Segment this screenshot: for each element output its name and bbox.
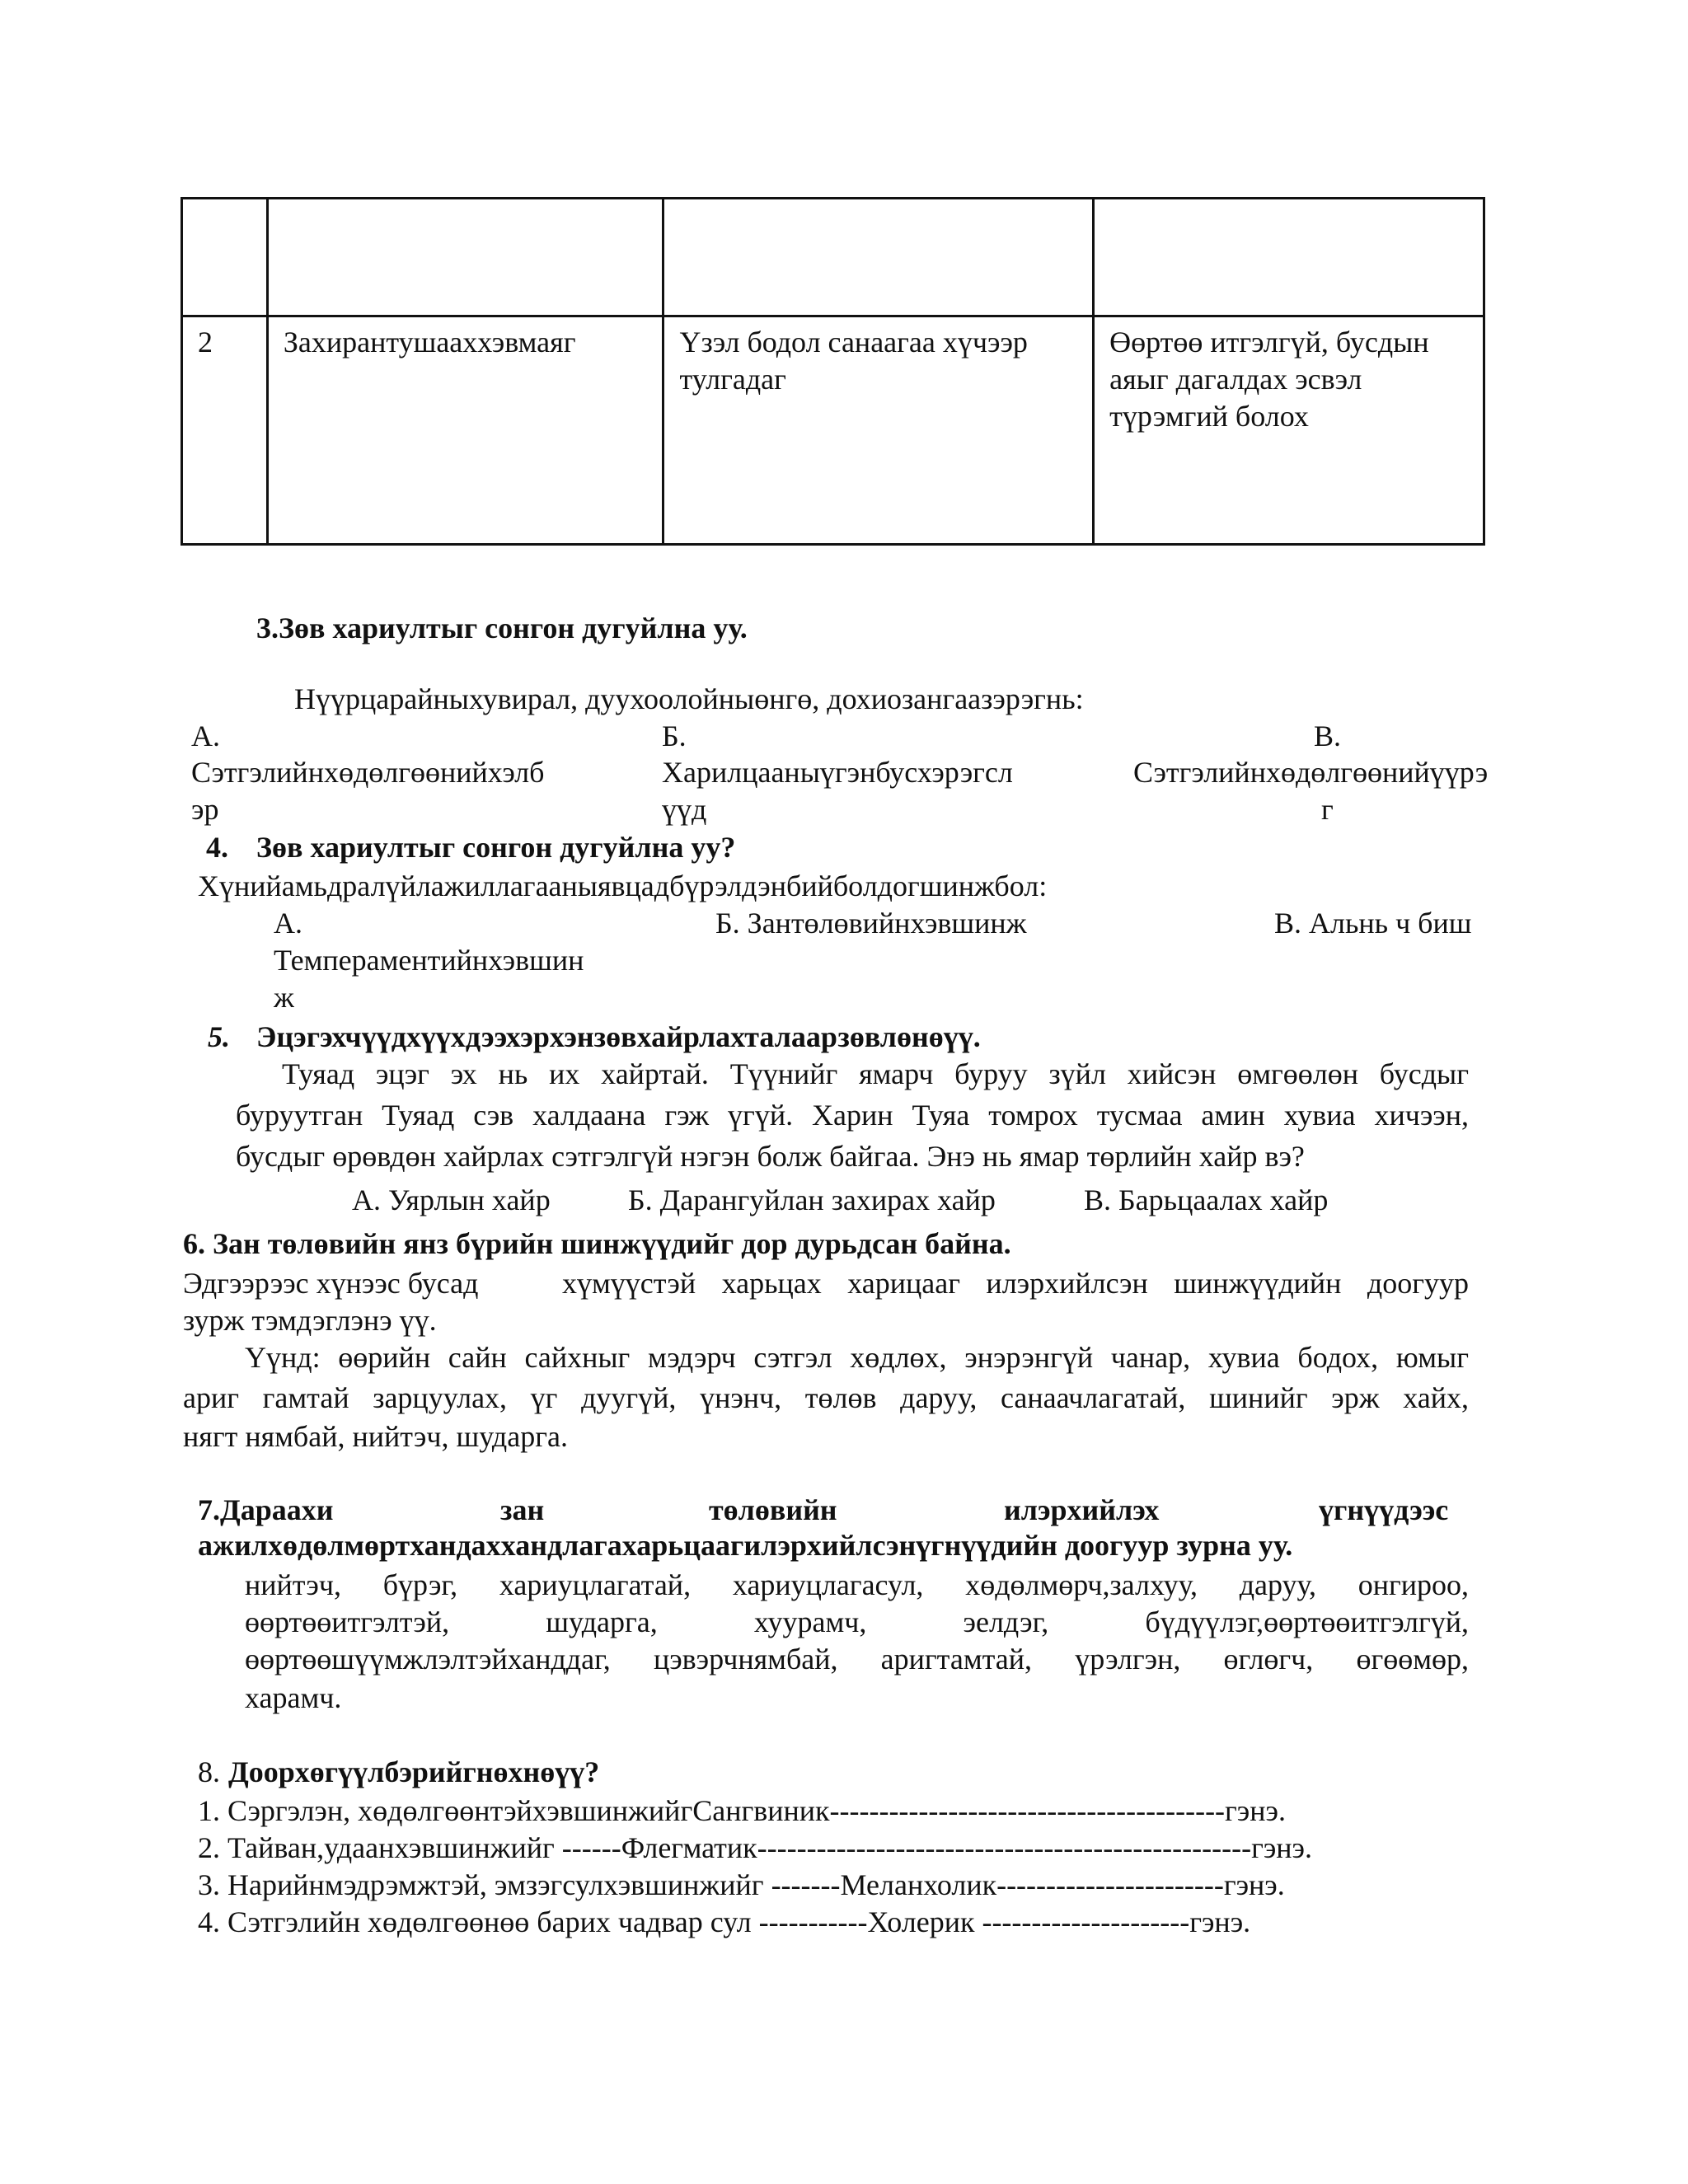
q7-title-word: зан bbox=[500, 1493, 545, 1526]
q7-word-line: нийтэч, бүрэг, хариуцлагатай, хариуцлагасул, хөдөлмөрч,залхуу, даруу, онгироо, bbox=[245, 1568, 1469, 1601]
q5-paragraph-line: буруутган Туяад сэв халдаана гэж үгүй. Харин Туяа томрох тусмаа амин хувиа хичээн, bbox=[236, 1099, 1469, 1132]
q4-option-b: Б. Зантөлөвийнхэвшинж bbox=[715, 907, 1027, 940]
q6-instruction-line2: зурж тэмдэглэнэ үү. bbox=[183, 1304, 437, 1337]
trait-table bbox=[181, 197, 1485, 546]
q4-title: Зөв хариултыг сонгон дугуйлна уу? bbox=[256, 831, 736, 864]
q5-option-c: В. Барьцаалах хайр bbox=[1084, 1183, 1329, 1216]
q3-option-a-letter: А. bbox=[191, 719, 220, 752]
table-cell: 2 bbox=[182, 316, 268, 545]
q6-trait-line: нягт нямбай, нийтэч, шударга. bbox=[183, 1420, 568, 1453]
q3-option-c-text: Сэтгэлийнхөдөлгөөнийүүрэ bbox=[1133, 756, 1489, 789]
q4-number: 4. bbox=[206, 831, 228, 864]
q8-title: Доорхөгүүлбэрийгнөхнөүү? bbox=[228, 1755, 600, 1788]
q4-option-a-letter: А. bbox=[274, 907, 302, 940]
q3-option-a-text-end: эр bbox=[191, 793, 219, 826]
q3-option-c-letter: В. bbox=[1314, 719, 1342, 752]
q7-title-word: төлөвийн bbox=[709, 1493, 837, 1526]
table-cell bbox=[1094, 199, 1484, 316]
q4-option-a-text-end: ж bbox=[274, 981, 294, 1014]
q4-option-c: В. Альнь ч биш bbox=[1274, 907, 1472, 940]
q6-instruction-start: Эдгээрээс хүнээс бусад bbox=[183, 1267, 479, 1300]
q3-option-c-text-end: г bbox=[1321, 793, 1334, 826]
q7-title-word: 7.Дараахи bbox=[198, 1493, 334, 1526]
q7-title-word: илэрхийлэх bbox=[1004, 1493, 1160, 1526]
table-cell bbox=[267, 199, 663, 316]
q8-item: 3. Нарийнмэдрэмжтэй, эмзэгсулхэвшинжийг -------Меланхолик-----------------------гэнэ. bbox=[198, 1868, 1285, 1901]
q7-word-line: өөртөөитгэлтэй, шударга, хуурамч, эелдэг, бүдүүлэг,өөртөөитгэлгүй, bbox=[245, 1605, 1469, 1638]
q3-option-b-text-end: үүд bbox=[662, 793, 707, 826]
q6-trait-line: ариг гамтай зарцуулах, үг дуугүй, үнэнч, төлөв даруу, санаачлагатай, шинийг эрж хайх, bbox=[183, 1381, 1469, 1414]
q6-instruction-end: хүмүүстэй харьцах харицааг илэрхийлсэн шинжүүдийн доогуур bbox=[562, 1267, 1469, 1300]
q3-option-b-letter: Б. bbox=[662, 719, 687, 752]
q8-number: 8. bbox=[198, 1755, 220, 1788]
q5-title: Эцэгэхчүүдхүүхдээхэрхэнзөвхайрлахталаарзөвлөнөүү. bbox=[256, 1020, 981, 1053]
table-cell bbox=[663, 199, 1094, 316]
q5-option-a: А. Уярлын хайр bbox=[352, 1183, 551, 1216]
table-cell: Үзэл бодол санаагаа хүчээр тулгадаг bbox=[663, 316, 1094, 545]
q7-word-line: өөртөөшүүмжлэлтэйханддаг, цэвэрчнямбай, аригтамтай, үрэлгэн, өглөгч, өгөөмөр, bbox=[245, 1643, 1469, 1675]
q8-item: 2. Тайван,удаанхэвшинжийг ------Флегматик--------------------------------------------------гэнэ. bbox=[198, 1831, 1313, 1864]
q7-title-word: үгнүүдээс bbox=[1319, 1493, 1449, 1526]
q7-word-line-last: харамч. bbox=[245, 1681, 342, 1714]
table-cell: Өөртөө итгэлгүй, бусдын аяыг дагалдах эсвэл түрэмгий болох bbox=[1094, 316, 1484, 545]
q5-paragraph-line: Туяад эцэг эх нь их хайртай. Түүнийг ямарч буруу зүйл хийсэн өмгөөлөн бусдыг bbox=[282, 1057, 1469, 1090]
table-row bbox=[182, 316, 1484, 545]
q4-option-a-text: Темпераментийнхэвшин bbox=[274, 944, 584, 977]
table-cell: Захирантушааххэвмаяг bbox=[267, 316, 663, 545]
q5-option-b: Б. Дарангуйлан захирах хайр bbox=[628, 1183, 996, 1216]
q6-title: 6. Зан төлөвийн янз бүрийн шинжүүдийг дор дурьдсан байна. bbox=[183, 1227, 1011, 1260]
q3-stem: Нүүрцарайныхувирал, дуухоолойныөнгө, дохиозангаазэрэгнь: bbox=[294, 682, 1084, 715]
table-row bbox=[182, 199, 1484, 316]
q7-title-line2: ажилхөдөлмөртхандаххандлагахарьцаагилэрхийлсэнүгнүүдийн доогуур зурна уу. bbox=[198, 1529, 1293, 1562]
q5-paragraph-line: бусдыг өрөвдөн хайрлах сэтгэлгүй нэгэн болж байгаа. Энэ нь ямар төрлийн хайр вэ? bbox=[236, 1140, 1305, 1173]
q6-trait-line: Үүнд: өөрийн сайн сайхныг мэдэрч сэтгэл хөдлөх, энэрэнгүй чанар, хувиа бодох, юмыг bbox=[245, 1341, 1469, 1374]
q3-option-a-text: Сэтгэлийнхөдөлгөөнийхэлб bbox=[191, 756, 545, 789]
q3-option-b-text: Харилцааныүгэнбусхэрэгсл bbox=[662, 756, 1013, 789]
q8-item: 4. Сэтгэлийн хөдөлгөөнөө барих чадвар сул -----------Холерик ---------------------гэнэ. bbox=[198, 1905, 1251, 1938]
table-cell bbox=[182, 199, 268, 316]
q4-stem: Хүнийамьдралүйлажиллагааныявцадбүрэлдэнбийболдогшинжбол: bbox=[198, 869, 1048, 902]
q5-number: 5. bbox=[208, 1020, 230, 1053]
q3-title: 3.Зөв хариултыг сонгон дугуйлна уу. bbox=[256, 612, 748, 644]
q8-item: 1. Сэргэлэн, хөдөлгөөнтэйхэвшинжийгСангвиник----------------------------------------гэнэ. bbox=[198, 1794, 1286, 1827]
